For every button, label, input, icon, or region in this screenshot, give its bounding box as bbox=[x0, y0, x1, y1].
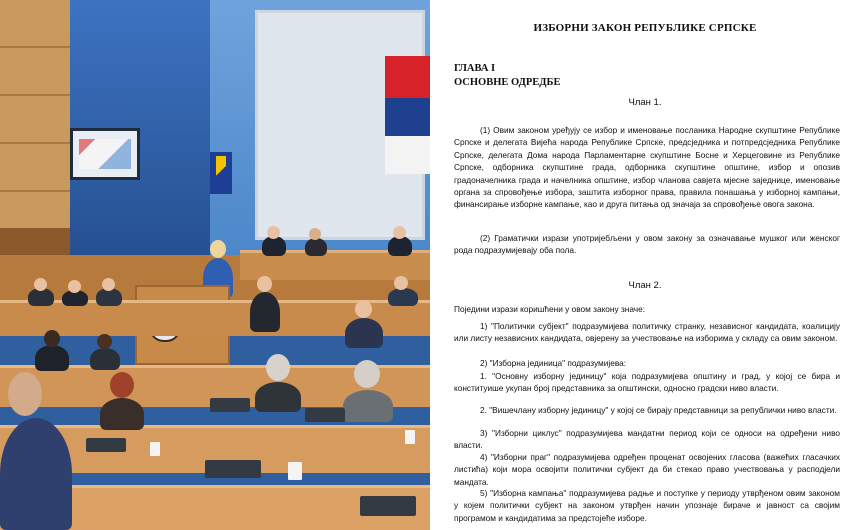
article-2-intro: Поједини изрази коришћени у овом закону значе: bbox=[454, 304, 646, 314]
deputy-head bbox=[102, 278, 115, 291]
presidium-member-head bbox=[267, 226, 280, 239]
article-2-item-4: 4) "Изборни праг" подразумијева одређен проценат освојених гласова (важећих гласачких листића) који мора освојити политички субјект да би стекао право учествовања у расподјели мандата. bbox=[454, 452, 840, 487]
article-2-item-2-1: 1. "Основну изборну јединицу" која подразумијева општину и град, у којој се бира и конституише укупан број представника за општински, односно градски ниво власти. bbox=[454, 371, 840, 394]
law-document-page bbox=[430, 0, 860, 530]
chapter-title: ОСНОВНЕ ОДРЕДБЕ bbox=[454, 77, 561, 88]
deputy-head bbox=[355, 300, 372, 318]
speaker-head bbox=[210, 240, 226, 258]
desk-screen bbox=[205, 460, 261, 478]
deputy bbox=[345, 318, 383, 348]
deputy-foreground-head bbox=[8, 372, 42, 416]
deputy bbox=[100, 398, 144, 430]
deputy-head bbox=[44, 330, 60, 347]
deputy-head bbox=[34, 278, 47, 291]
chapter-number: ГЛАВА I bbox=[454, 63, 496, 74]
presidium-member bbox=[388, 236, 412, 256]
desk-screen bbox=[210, 398, 250, 412]
chapter-heading bbox=[454, 62, 560, 90]
deputy-head bbox=[257, 276, 272, 292]
presidium-member-head bbox=[309, 228, 321, 240]
deputy-head bbox=[97, 334, 112, 349]
deputy-head bbox=[394, 276, 408, 290]
deputy-head bbox=[266, 354, 290, 381]
document-title: ИЗБОРНИ ЗАКОН РЕПУБЛИКЕ СРПСКЕ bbox=[533, 22, 757, 34]
deputy bbox=[35, 345, 69, 371]
presidium-member bbox=[262, 236, 286, 256]
deputy bbox=[255, 382, 301, 412]
deputy-foreground bbox=[0, 418, 72, 530]
deputy-head bbox=[354, 360, 380, 388]
desk-screen bbox=[360, 496, 416, 516]
deputy-head bbox=[68, 280, 81, 293]
deputy bbox=[343, 390, 393, 422]
article-2-item-2: 2) "Изборна јединица" подразумијева: bbox=[480, 358, 627, 368]
article-2-heading: Члан 2. bbox=[628, 280, 662, 291]
deputy-head bbox=[110, 372, 134, 398]
presidium-member-head bbox=[393, 226, 406, 239]
rs-flag-white-stripe bbox=[385, 136, 430, 174]
deputy bbox=[90, 348, 120, 370]
article-1-heading: Члан 1. bbox=[628, 97, 662, 108]
article-1-paragraph-1: (1) Овим законом уређују се избор и именовање посланика Народне скупштине Републике Српске и делегата Вијећа народа Републике Српске, предсједника и потпредсједника Републике Српске, делегата Дома народа Парламентарне скупштине Босне и Херцеговине из Републике Српске, одборника скупштине града, одборника скупштине општине, избор и опозив градоначелника града и начелника општине, избор чланова савјета мјесне заједнице, именовање органа за спровођење избора, заштита изборног права, правила понашања у изборној кампањи, финансирање изборне кампање, као и друга питања од значаја за спровођење овога закона. bbox=[454, 125, 840, 210]
rs-flag-red-stripe bbox=[385, 56, 430, 98]
desk-screen bbox=[86, 438, 126, 452]
water-cup bbox=[405, 430, 415, 444]
article-1-paragraph-2: (2) Граматички изрази употријебљени у овом закону за означавање мушког или женског рода подразумијевају оба пола. bbox=[454, 233, 840, 256]
article-2-item-1: 1) "Политички субјект" подразумијева политичку странку, независног кандидата, коалицију или листу независних кандидата, овјерену за учествовање на изборима у складу са овим законом. bbox=[454, 321, 840, 344]
article-2-item-5: 5) "Изборна кампања" подразумијева радње и поступке у периоду утврђеном овим законом у којем политички субјект на законом утврђен начин упознаје бираче и јавност са својим програмом и кандидатима за предстојеће изборе. bbox=[454, 488, 840, 523]
deputy bbox=[388, 288, 418, 306]
article-2-item-2-2: 2. "Вишечлану изборну јединицу" у којој се бирају представници за републички ниво власти. bbox=[480, 405, 837, 415]
bih-flag bbox=[210, 152, 232, 194]
water-cup bbox=[288, 462, 302, 480]
wall-monitor bbox=[70, 128, 140, 180]
desk-screen bbox=[305, 408, 345, 422]
deputy bbox=[250, 292, 280, 332]
presidium-member bbox=[305, 238, 327, 256]
water-cup bbox=[150, 442, 160, 456]
article-2-item-3: 3) "Изборни циклус" подразумијева мандатни период који се односи на одређени ниво власти. bbox=[454, 428, 840, 451]
rs-flag-blue-stripe bbox=[385, 98, 430, 136]
